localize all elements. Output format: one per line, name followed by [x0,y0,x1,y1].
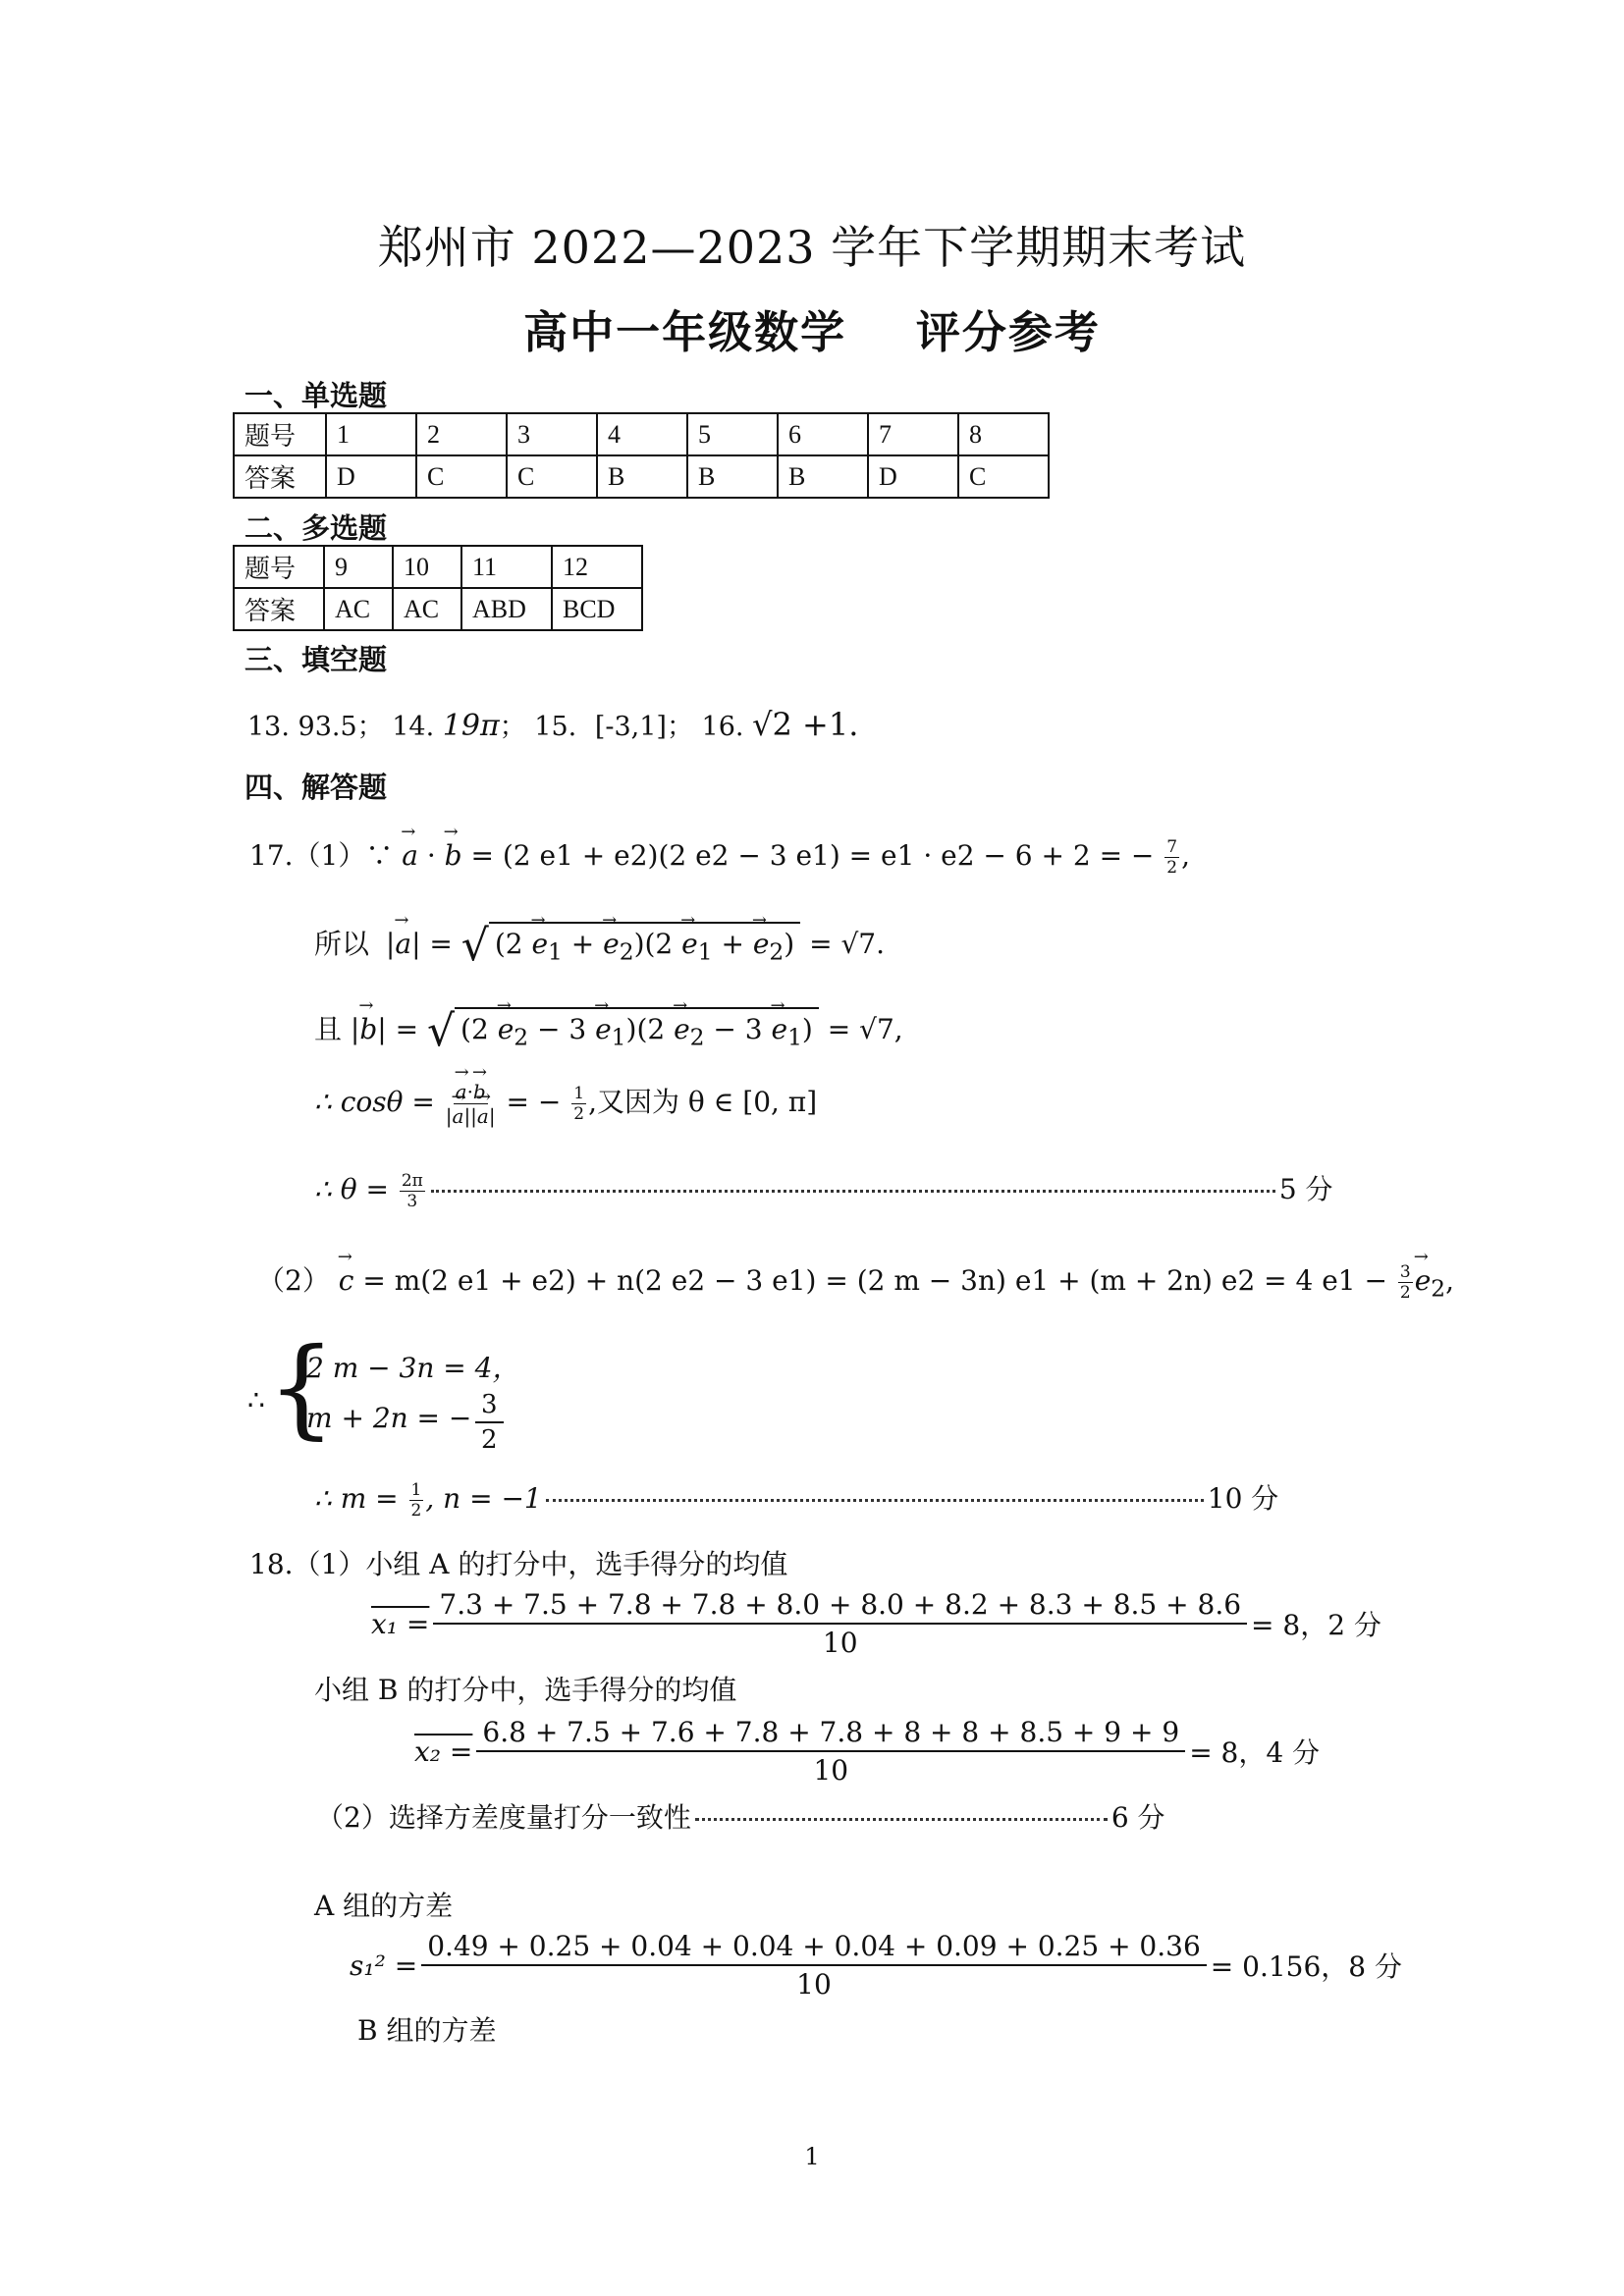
q14-sep: ； [499,712,526,742]
q15-answer: [-3,1]； [594,712,693,742]
score-5: 5 分 [1278,1173,1333,1205]
table-cell: 11 [461,546,552,588]
page-number: 1 [804,2143,820,2170]
table-cell: 9 [324,546,393,588]
table-cell: 2 [416,413,507,455]
q18-var-b-label: B 组的方差 [357,2014,497,2047]
fraction-ab-over-norms: → $\frac{a\cdot\to b}{|\to a||\to a|}$ [446,1080,496,1128]
fraction-half: $\frac{1}{2}$ [573,1084,585,1124]
root7b: = √7, [827,1013,903,1045]
fraction-three-halves-2: $\frac{3}{2}$ [475,1390,504,1455]
q17-line-5: ∴ θ = $\frac{2\pi}{3}$ 5 分 [314,1171,1333,1211]
fraction-var-a: $\frac{0.49 + 0.25 + 0.04 + 0.04 + 0.04 + 0.09 + 0.25 + 0.36}{10}$ [421,1930,1207,2001]
dotted-leader [695,1818,1108,1821]
q18-part2: （2）选择方差度量打分一致性 6 分 [316,1801,1165,1834]
table-cell: 3 [507,413,597,455]
table-cell: 4 [597,413,687,455]
row-label: 题号 [234,546,324,588]
page-subtitle: 高中一年级数学 评分参考 [523,306,1101,358]
q16-answer: √2 +1. [752,706,859,743]
page-title: 郑州市 2022—2023 学年下学期期末考试 [377,221,1247,274]
row-label: 题号 [234,413,326,455]
dotted-leader [546,1499,1204,1502]
brace-icon: { [267,1324,336,1450]
table-cell: 6 [778,413,868,455]
section-solutions: 四、解答题 [244,771,388,804]
table-cell: D [868,455,958,498]
fraction-mean-a: $\frac{7.3 + 7.5 + 7.8 + 7.8 + 8.0 + 8.0 + 8.2 + 8.3 + 8.5 + 8.6}{10}$ [433,1588,1247,1659]
row-label: 答案 [234,455,326,498]
table-cell: 7 [868,413,958,455]
q13-answer: 13. 93.5； [247,712,384,742]
q17-line-2: 所以 |→ a| = √ ($2 \to e_1$ + → $e_2)(2 \to e_1$ + → $e_2) = √7$. [314,921,885,971]
table-cell: BCD [552,588,642,630]
vec-c-icon: → c [339,1264,354,1297]
table-cell: B [778,455,868,498]
qie-label: 且 [314,1013,343,1045]
table-cell: ABD [461,588,552,630]
part2-eq: = m(2 e1 + e2) + n(2 e2 − 3 e1) = (2 m − 3n) e1 + (m + 2n) e2 = 4 e1 − [362,1264,1387,1297]
q18-mean-b: x₂ = $\frac{6.8 + 7.5 + 7.6 + 7.8 + 7.8 + 8 + 8 + 8.5 + 9 + 9}{10}$ = 8，4 分 [414,1716,1321,1787]
vec-b-icon: → b [445,839,462,872]
q14-answer: 19π [442,709,500,743]
q14-label: 14. [392,712,435,742]
table-cell: 12 [552,546,642,588]
vec-a-icon: → a [395,928,411,960]
sqrt-icon: √ [460,921,489,971]
table-cell: C [958,455,1049,498]
q17-line-7: ∴ m = $\frac{1}{2}$ , n = −1 10 分 [314,1480,1279,1521]
fraction-mean-b: $\frac{6.8 + 7.5 + 7.6 + 7.8 + 7.8 + 8 + 8 + 8.5 + 9 + 9}{10}$ [476,1716,1185,1787]
section-fill-blank: 三、填空题 [244,643,388,676]
table-cell: B [687,455,778,498]
dotted-leader [431,1190,1275,1193]
table-cell: AC [324,588,393,630]
table-cell: 8 [958,413,1049,455]
q17-line-4: ∴ cosθ = → $\frac{a\cdot\to b}{|\to a||\to a|}$ = − $\frac{1}{2}$ ,又因为 θ ∈ [0, π] [314,1080,817,1128]
q18-mean-a: x₁ = $\frac{7.3 + 7.5 + 7.8 + 7.8 + 8.0 + 8.0 + 8.2 + 8.3 + 8.5 + 8.6}{10}$ = 8，2 分 [371,1588,1381,1659]
suoyi-label: 所以 [314,928,370,960]
fraction-three-halves: $\frac{3}{2}$ [1399,1262,1411,1303]
fraction-two-pi-thirds: $\frac{2\pi}{3}$ [401,1171,423,1211]
fraction-seven-halves: $\frac{7}{2}$ [1166,837,1178,878]
table-cell: C [416,455,507,498]
table-cell: C [507,455,597,498]
q17-eq1: = (2 e1 + e2)(2 e2 − 3 e1) = e1 · e2 − 6 + 2 = − [470,839,1155,872]
multi-choice-table [233,545,643,631]
q18-var-a: s₁² = $\frac{0.49 + 0.25 + 0.04 + 0.04 + 0.04 + 0.09 + 0.25 + 0.36}{10}$ = 0.156，8 分 [350,1930,1403,2001]
single-choice-table [233,412,1050,499]
table-cell: D [326,455,416,498]
q18-var-a-label: A 组的方差 [314,1890,454,1922]
score-10: 10 分 [1207,1482,1279,1515]
row-label: 答案 [234,588,324,630]
q17-line-1: 17.（1）∵ → a · → b = (2 e1 + e2)(2 e2 − 3 e1) = e1 · e2 − 6 + 2 = − $\frac{7}{2}$ , [249,834,1190,878]
fill-blank-answers [247,705,858,743]
table-cell: 10 [393,546,461,588]
sqrt-icon: √ [427,1006,456,1056]
section-single-choice: 一、单选题 [244,379,388,412]
section-multi-choice: 二、多选题 [244,511,388,545]
table-cell: B [597,455,687,498]
q15-label: 15. [534,712,577,742]
q17-line-3: 且 |→ b| = √ $(2 \to e_2 - 3 \to e_1)(2 \to e_2 - 3 \to e_1) = √7$, [314,1006,903,1056]
cos-prefix: ∴ cosθ = [314,1086,435,1118]
table-cell: 1 [326,413,416,455]
vec-a-icon: → a [402,839,418,872]
root7: = √7. [809,928,885,960]
q17-label: 17.（1）∵ [249,839,394,872]
table-cell: 5 [687,413,778,455]
fraction-half-2: $\frac{1}{2}$ [410,1480,422,1521]
vec-b-icon: → b [359,1013,377,1045]
q18-group-b: 小组 B 的打分中，选手得分的均值 [314,1674,737,1706]
table-cell: AC [393,588,461,630]
q17-line-6: （2） → c = m(2 e1 + e2) + n(2 e2 − 3 e1) = (2 m − 3n) e1 + (m + 2n) e2 = 4 e1 − $\frac{3}{2}$ → $e_2$, [257,1259,1454,1303]
q18-line-1: 18.（1）小组 A 的打分中，选手得分的均值 [249,1548,788,1580]
q16-label: 16. [701,712,744,742]
